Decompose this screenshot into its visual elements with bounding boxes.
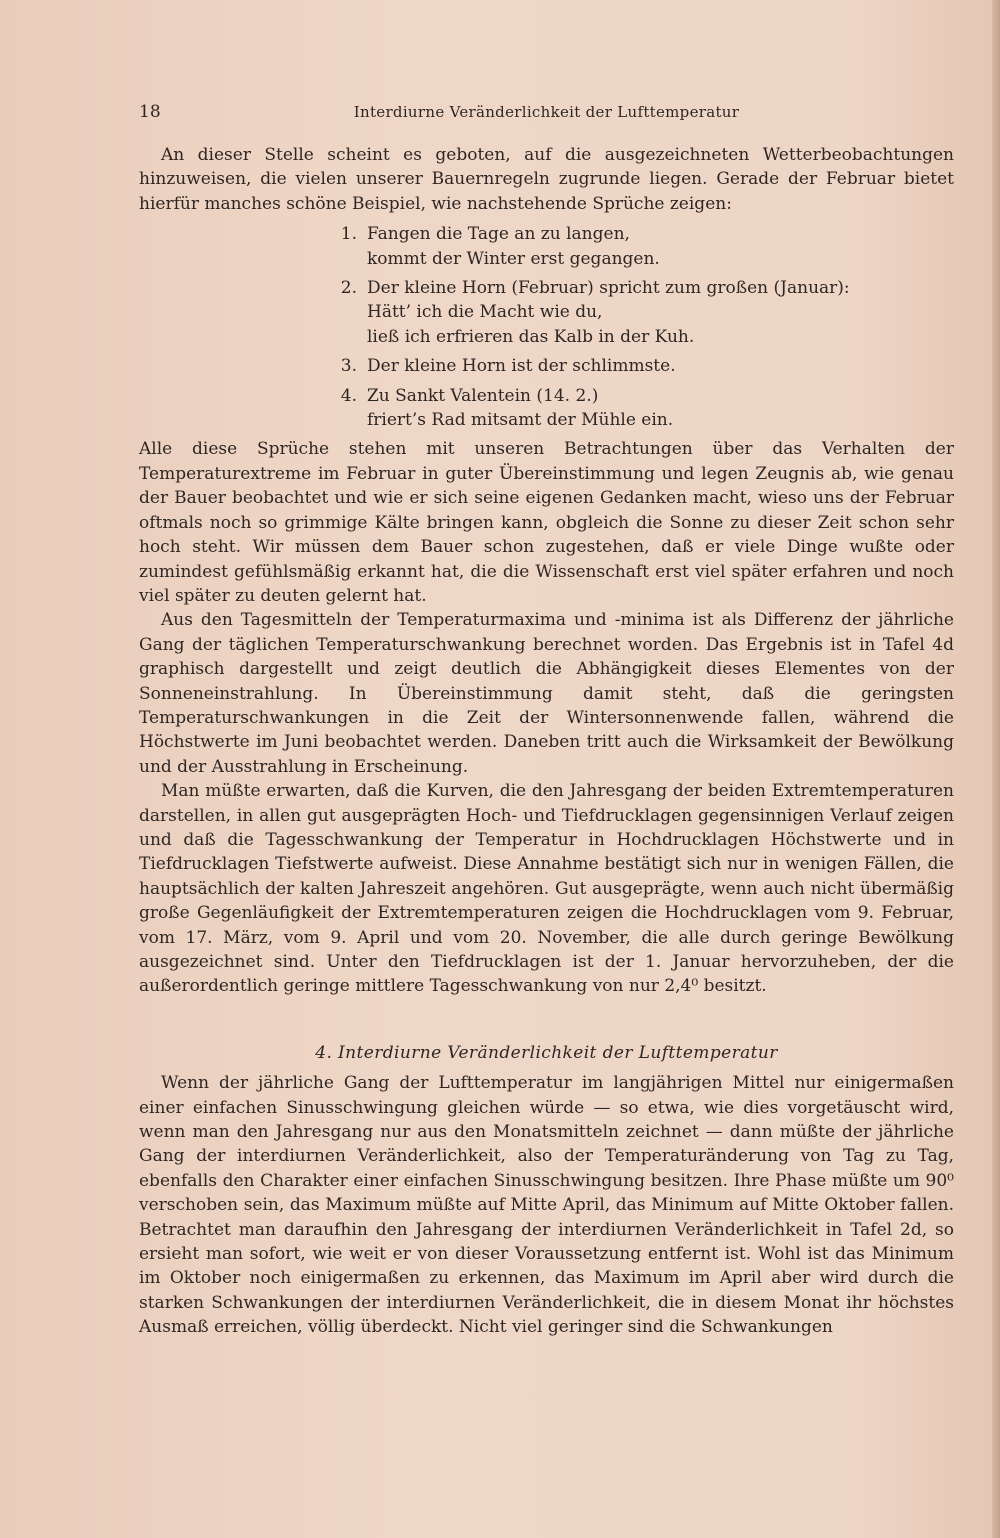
- saying-number: 3.: [340, 356, 357, 377]
- saying-line: kommt der Winter erst gegangen.: [367, 248, 660, 269]
- saying-item: [139, 384, 954, 433]
- sayings-list: [139, 222, 954, 432]
- body-paragraph: Aus den Tagesmitteln der Temperaturmaxima und -minima ist als Differenz der jährliche Gang der täglichen Temperaturschwankung berechnet worden. Das Ergebnis ist in Tafel 4d graphisch dargestellt und zeigt deutlich die Abhängigkeit dieses Elementes von der Sonneneinstrahlung. In Übereinstimmung damit steht, daß die geringsten Temperaturschwankungen in die Zeit der Wintersonnenwende fallen, während die Höchstwerte im Juni beobachtet werden. Daneben tritt auch die Wirksamkeit der Bewölkung und der Ausstrahlung in Erscheinung.: [139, 610, 954, 777]
- saying-number: 4.: [340, 385, 357, 406]
- saying-number: 1.: [340, 224, 357, 245]
- saying-line: friert’s Rad mitsamt der Mühle ein.: [367, 410, 674, 431]
- saying-number: 2.: [340, 278, 357, 299]
- section-paragraph: Wenn der jährliche Gang der Lufttemperatur im langjährigen Mittel nur einigermaßen einer einfachen Sinusschwingung gleichen würde — so etwa, wie dies vorgetäuscht wird, wenn man den Jahresgang nur aus den Monatsmitteln zeichnet — dann müßte der jährliche Gang der interdiurnen Veränderlichkeit, also der Temperaturänderung von Tag zu Tag, ebenfalls den Charakter einer einfachen Sinusschwingung besitzen. Ihre Phase müßte um 90⁰ verschoben sein, das Maximum müßte auf Mitte April, das Minimum auf Mitte Oktober fallen. Betrachtet man daraufhin den Jahresgang der interdiurnen Veränderlichkeit in Tafel 2d, so ersieht man sofort, wie weit er von dieser Voraussetzung entfernt ist. Wohl ist das Minimum im Oktober noch einigermaßen zu erkennen, das Maximum im April aber wird durch die starken Schwankungen der interdiurnen Veränderlichkeit, die in diesem Monat ihr höchstes Ausmaß erreichen, völlig überdeckt. Nicht viel geringer sind die Schwankungen: [139, 1073, 954, 1338]
- section-heading: 4. Interdiurne Veränderlichkeit der Lufttemperatur: [315, 1042, 778, 1063]
- page-header: [139, 102, 954, 126]
- page-edge: [992, 0, 1000, 1538]
- saying-line: ließ ich erfrieren das Kalb in der Kuh.: [367, 326, 695, 347]
- page-number: 18: [139, 102, 161, 122]
- saying-line: Der kleine Horn (Februar) spricht zum großen (Januar):: [367, 278, 850, 299]
- saying-item: [139, 276, 954, 349]
- body-text: [139, 143, 954, 1340]
- saying-line: Der kleine Horn ist der schlimmste.: [367, 356, 676, 377]
- saying-item: [139, 222, 954, 271]
- body-paragraph: Man müßte erwarten, daß die Kurven, die den Jahresgang der beiden Extremtemperaturen darstellen, in allen gut ausgeprägten Hoch- und Tiefdrucklagen gegensinnigen Verlauf zeigen und daß die Tagesschwankung der Temperatur in Hochdrucklagen Höchstwerte und in Tiefdrucklagen Tiefstwerte aufweist. Diese Annahme bestätigt sich nur in wenigen Fällen, die hauptsächlich der kalten Jahreszeit angehören. Gut ausgeprägte, wenn auch nicht übermäßig große Gegenläufigkeit der Extremtemperaturen zeigen die Hochdrucklagen vom 9. Februar, vom 17. März, vom 9. April und vom 20. November, die alle durch geringe Bewölkung ausgezeichnet sind. Unter den Tiefdrucklagen ist der 1. Januar hervorzuheben, der die außerordentlich geringe mittlere Tagesschwankung von nur 2,4⁰ besitzt.: [139, 781, 954, 997]
- saying-line: Hätt’ ich die Macht wie du,: [367, 302, 603, 323]
- intro-paragraph: An dieser Stelle scheint es geboten, auf die ausgezeichneten Wetterbeobachtungen hinzuweisen, die vielen unserer Bauernregeln zugrunde liegen. Gerade der Februar bietet hierfür manches schöne Beispiel, wie nachstehende Sprüche zeigen:: [139, 145, 954, 214]
- body-paragraph: Alle diese Sprüche stehen mit unseren Betrachtungen über das Verhalten der Temperaturextreme im Februar in guter Übereinstimmung und legen Zeugnis ab, wie genau der Bauer beobachtet und wie er sich seine eigenen Gedanken macht, wieso uns der Februar oftmals noch so grimmige Kälte bringen kann, obgleich die Sonne zu dieser Zeit schon sehr hoch steht. Wir müssen dem Bauer schon zugestehen, daß er viele Dinge wußte oder zumindest gefühlsmäßig erkannt hat, die die Wissenschaft erst viel später erfahren und noch viel später zu deuten gelernt hat.: [139, 439, 954, 606]
- running-title: Interdiurne Veränderlichkeit der Lufttemperatur: [353, 103, 740, 121]
- saying-line: Zu Sankt Valentein (14. 2.): [367, 385, 599, 406]
- saying-item: [139, 354, 954, 378]
- saying-line: Fangen die Tage an zu langen,: [367, 224, 630, 245]
